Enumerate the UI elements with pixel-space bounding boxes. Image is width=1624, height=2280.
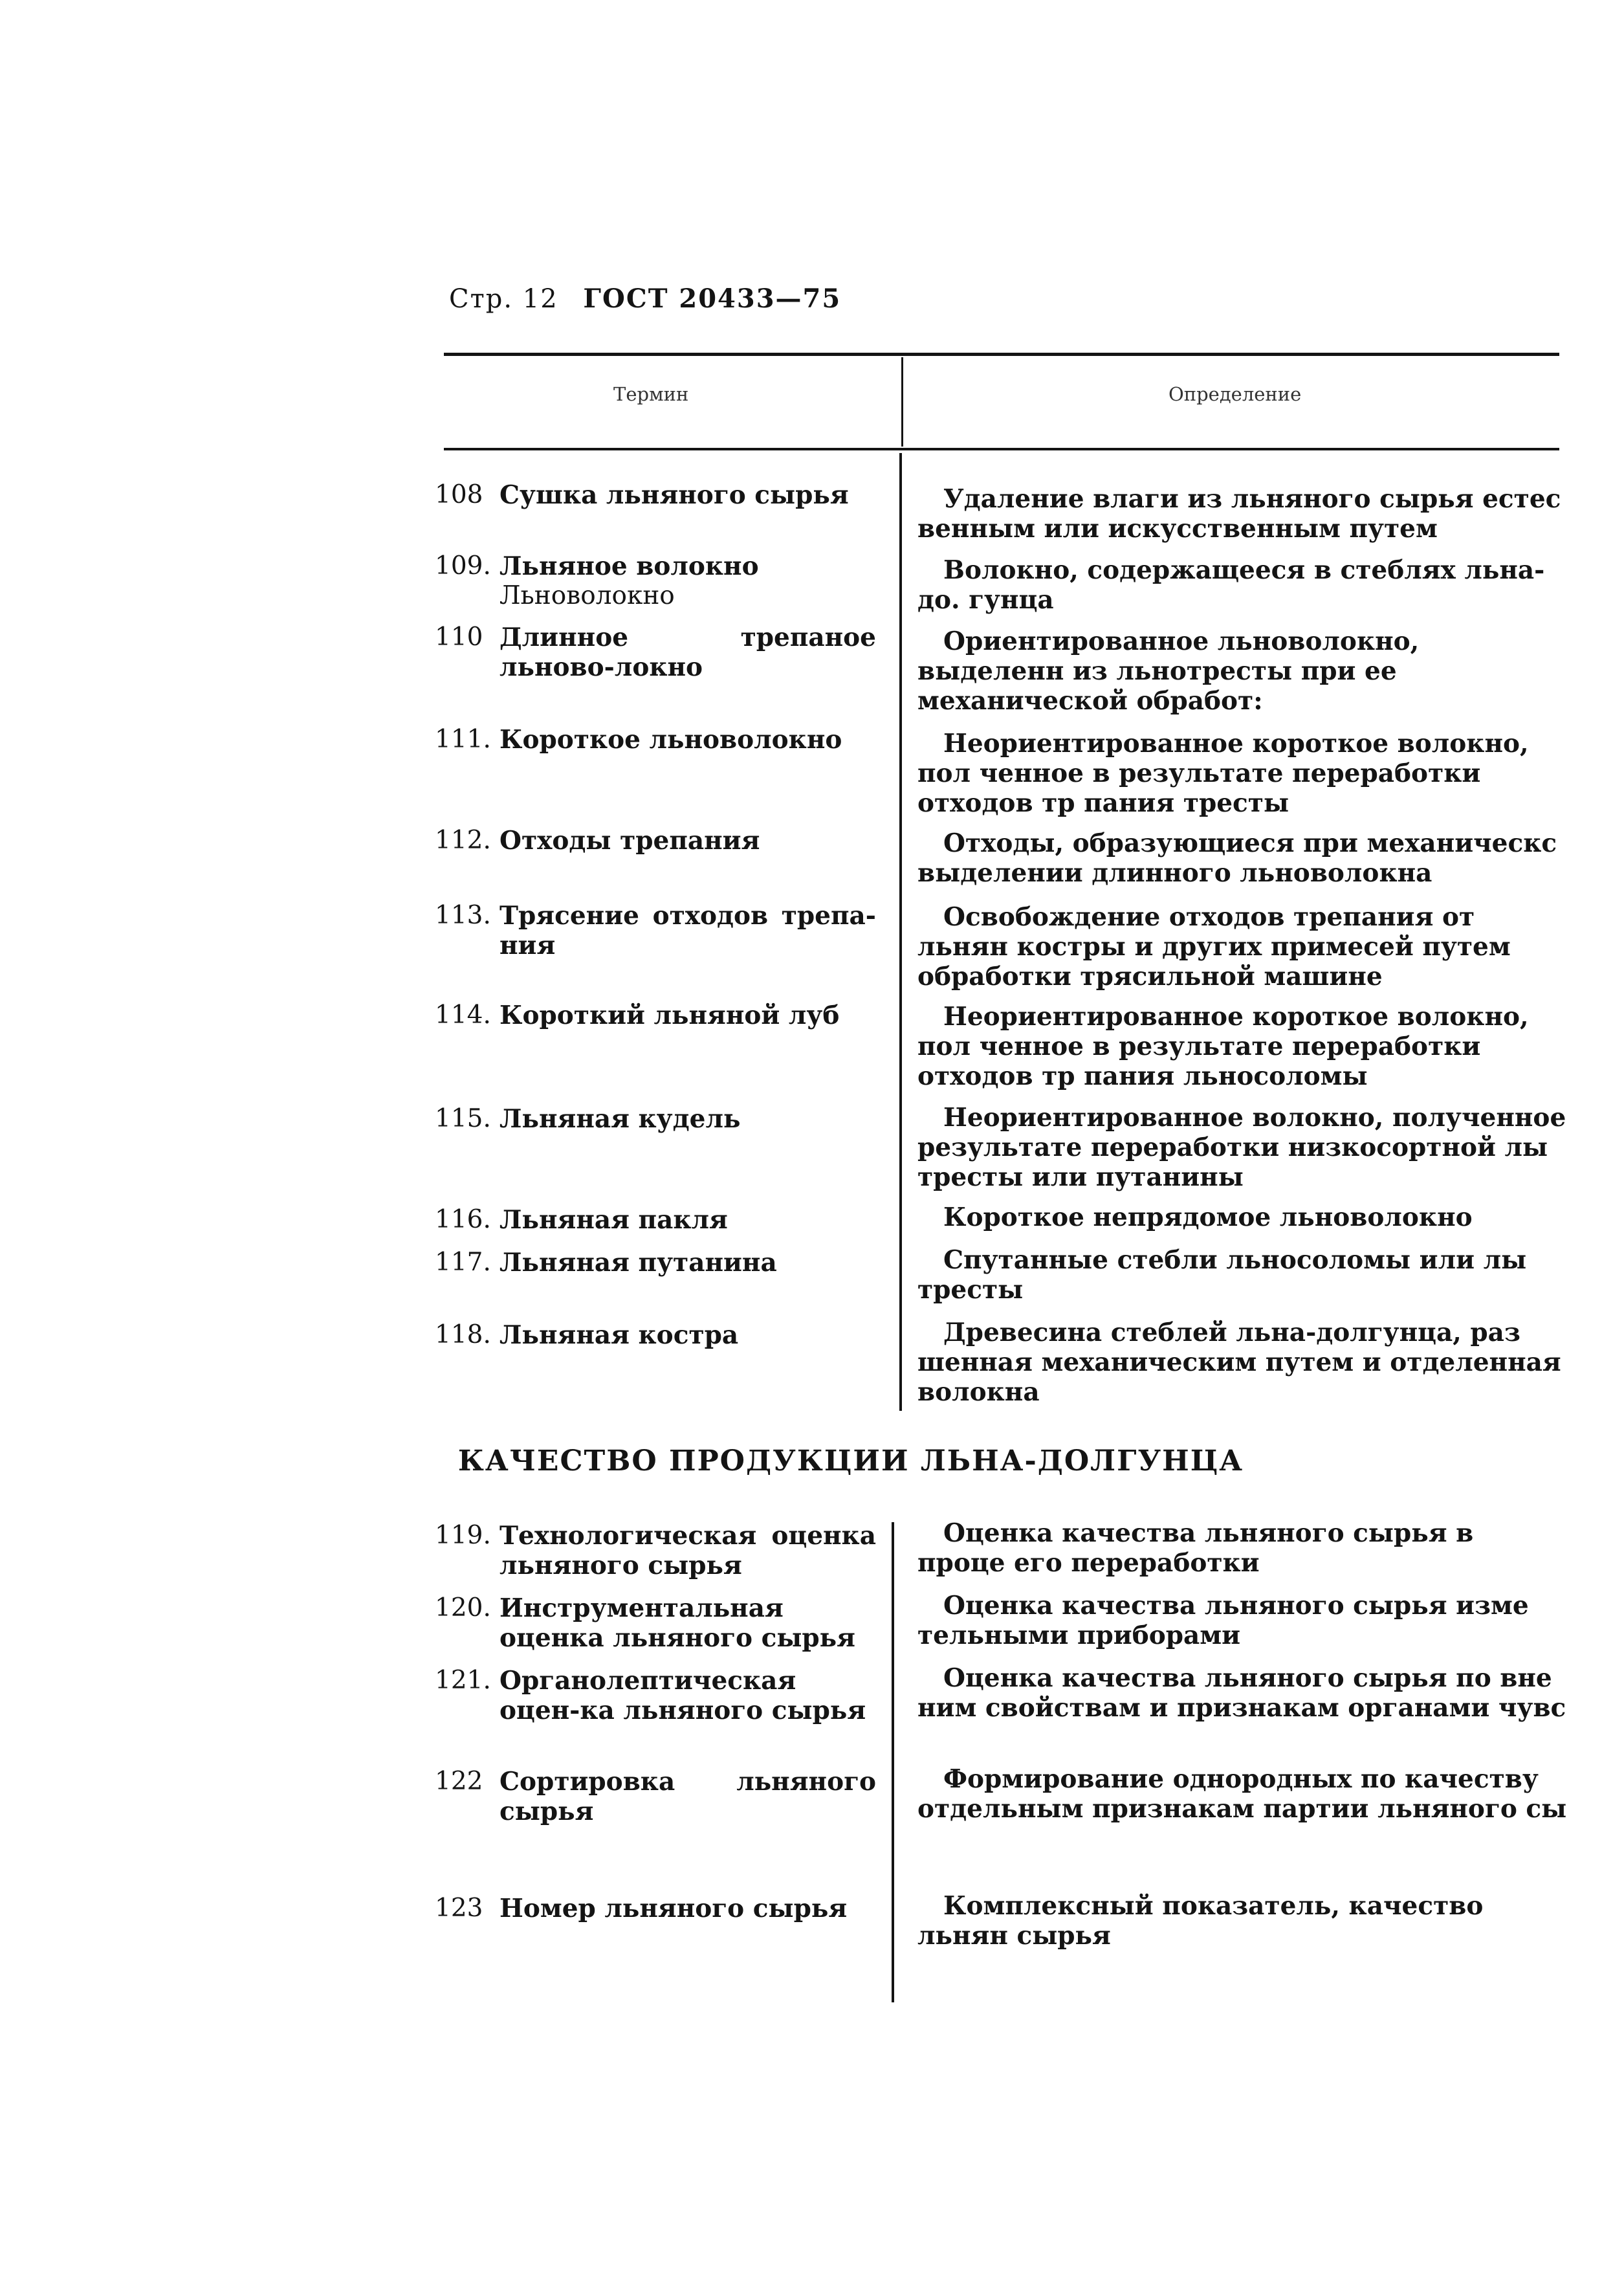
table-top-rule	[444, 353, 1559, 356]
term-synonym: Льноволокно	[499, 581, 675, 610]
term-name: Сушка льняного сырья	[499, 480, 849, 510]
definition-115: Неориентированное волокно, полученное результате переработки низкосортной лы тресты или путанины	[917, 1103, 1566, 1192]
term-name: Льняное волокно	[499, 551, 759, 581]
term-number: 117.	[435, 1248, 491, 1277]
column-divider	[899, 453, 902, 1411]
term-entry-122	[435, 1767, 876, 1826]
definition-117: Спутанные стебли льносоломы или лы тресты	[917, 1245, 1527, 1305]
document-code: ГОСТ 20433—75	[583, 283, 842, 314]
definition-121: Оценка качества льняного сырья по вне ним свойствам и признакам органами чувс	[917, 1663, 1566, 1723]
definition-109: Волокно, содержащееся в стеблях льна-до. гунца	[917, 555, 1545, 615]
term-entry-111	[435, 725, 876, 755]
term-number: 116.	[435, 1205, 491, 1234]
column-header-definition: Определение	[1169, 383, 1302, 405]
term-number: 113.	[435, 901, 491, 930]
definition-122: Формирование однородных по качеству отдельным признакам партии льняного сы	[917, 1764, 1567, 1824]
definition-112: Отходы, образующиеся при механическс выделении длинного льноволокна	[917, 828, 1557, 888]
term-entry-123	[435, 1894, 876, 1923]
term-name: Короткое льноволокно	[499, 725, 842, 755]
section-title: КАЧЕСТВО ПРОДУКЦИИ ЛЬНА-ДОЛГУНЦА	[457, 1444, 1244, 1478]
header-divider	[901, 357, 903, 447]
definition-111: Неориентированное короткое волокно, пол ченное в результате переработки отходов тр пания тресты	[917, 729, 1529, 818]
table-header-rule	[444, 448, 1559, 450]
term-number: 108	[435, 480, 483, 509]
term-name: Номер льняного сырья	[499, 1894, 848, 1923]
term-name: Льняная кудель	[499, 1104, 741, 1134]
term-name: Технологическая оценка льняного сырья	[499, 1521, 876, 1580]
term-number: 122	[435, 1767, 483, 1796]
term-number: 120.	[435, 1593, 491, 1622]
term-entry-109	[435, 551, 876, 611]
definition-123: Комплексный показатель, качество льнян сырья	[917, 1891, 1484, 1951]
definition-114: Неориентированное короткое волокно, пол ченное в результате переработки отходов тр пания льносоломы	[917, 1002, 1529, 1091]
definition-120: Оценка качества льняного сырья изме тельными приборами	[917, 1591, 1529, 1650]
term-entry-108	[435, 480, 876, 510]
term-name: Льняная путанина	[499, 1248, 777, 1278]
column-header-term: Термин	[613, 383, 689, 405]
term-entry-114	[435, 1001, 876, 1030]
term-entry-116	[435, 1205, 876, 1235]
term-name: Органолептическая оцен-ка льняного сырья	[499, 1666, 866, 1725]
term-entry-117	[435, 1248, 876, 1278]
term-name: Трясение отходов трепа-ния	[499, 901, 876, 960]
term-number: 109.	[435, 551, 491, 581]
term-number: 112.	[435, 826, 491, 855]
term-name: Льняная костра	[499, 1320, 739, 1350]
term-number: 121.	[435, 1666, 491, 1695]
definition-119: Оценка качества льняного сырья в проце его переработки	[917, 1518, 1474, 1578]
term-number: 110	[435, 623, 483, 652]
term-entry-115	[435, 1104, 876, 1134]
term-entry-118	[435, 1320, 876, 1350]
term-number: 119.	[435, 1521, 491, 1550]
term-entry-112	[435, 826, 876, 856]
term-name: Короткий льняной луб	[499, 1001, 840, 1030]
term-name: Длинное трепаное льново-локно	[499, 623, 876, 682]
definition-113: Освобождение отходов трепания от льнян костры и других примесей путем обработки трясильной машине	[917, 902, 1511, 991]
term-entry-110	[435, 623, 876, 682]
definition-118: Древесина стеблей льна-долгунца, раз шенная механическим путем и отделенная волокна	[917, 1318, 1561, 1407]
term-name: Отходы трепания	[499, 826, 760, 856]
definition-116: Короткое непрядомое льноволокно	[943, 1202, 1473, 1232]
term-name: Сортировка льняного сырья	[499, 1767, 876, 1826]
page-number: Стр. 12	[449, 284, 558, 314]
term-entry-113	[435, 901, 876, 960]
term-entry-121	[435, 1666, 876, 1725]
definition-110: Ориентированное льноволокно, выделенн из льнотресты при ее механической обработ:	[917, 626, 1420, 716]
term-name: Льняная пакля	[499, 1205, 728, 1235]
term-entry-120	[435, 1593, 876, 1653]
term-entry-119	[435, 1521, 876, 1580]
term-number: 115.	[435, 1104, 491, 1133]
column-divider	[892, 1522, 894, 2002]
term-number: 123	[435, 1894, 483, 1923]
term-name: Инструментальная оценка льняного сырья	[499, 1593, 855, 1653]
term-number: 114.	[435, 1001, 491, 1030]
page-header	[449, 283, 841, 314]
term-number: 118.	[435, 1320, 491, 1349]
term-number: 111.	[435, 725, 491, 754]
definition-108: Удаление влаги из льняного сырья естес венным или искусственным путем	[917, 484, 1561, 544]
